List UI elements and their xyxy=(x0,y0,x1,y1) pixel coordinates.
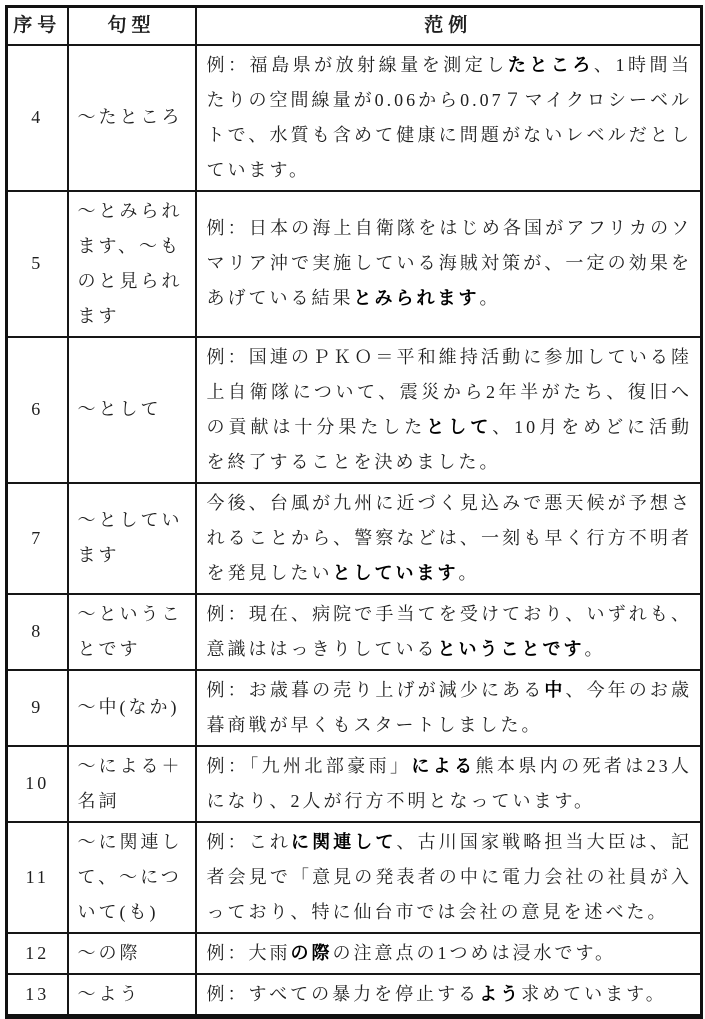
example-sentence xyxy=(196,191,702,337)
row-serial-number: 11 xyxy=(7,822,68,933)
sentence-pattern: ～として xyxy=(68,337,196,483)
example-text-segment: 例：福島県が放射線量を測定し xyxy=(206,54,508,75)
example-sentence xyxy=(196,974,702,1017)
row-serial-number: 5 xyxy=(7,191,68,337)
example-text-segment: 例：「九州北部豪雨」 xyxy=(206,755,412,776)
row-serial-number: 7 xyxy=(7,483,68,594)
example-sentence xyxy=(196,594,702,670)
table-row xyxy=(7,337,702,483)
example-text-segment: 例：大雨 xyxy=(206,942,291,963)
table-row xyxy=(7,670,702,746)
example-text-segment: 例：これ xyxy=(206,831,291,852)
sentence-pattern: ～としています xyxy=(68,483,196,594)
row-serial-number: 9 xyxy=(7,670,68,746)
row-serial-number: 8 xyxy=(7,594,68,670)
example-text-segment: 求めています。 xyxy=(521,983,667,1004)
row-serial-number: 4 xyxy=(7,45,68,191)
grammar-pattern-table xyxy=(5,5,703,1019)
example-text-segment: 、10月をめどに活動を終了することを決めました。 xyxy=(206,416,693,472)
example-text-segment: 例：お歳暮の売り上げが減少にある xyxy=(206,679,545,700)
table-row xyxy=(7,45,702,191)
table-row xyxy=(7,483,702,594)
sentence-pattern: ～による＋名詞 xyxy=(68,746,196,822)
example-sentence xyxy=(196,670,702,746)
sentence-pattern: ～の際 xyxy=(68,933,196,974)
example-text-segment: 熊本県内の死者は23人になり、2人が行方不明となっています。 xyxy=(206,755,693,811)
header-row xyxy=(7,7,702,45)
example-text-segment: 。 xyxy=(479,288,501,308)
header-example: 范例 xyxy=(196,7,702,45)
pattern-highlight: ということです xyxy=(437,638,585,659)
sentence-pattern: ～ということです xyxy=(68,594,196,670)
example-text-segment: 、古川国家戦略担当大臣は、記者会見で「意見の発表者の中に電力会社の社員が入っており、特に仙台市では会社の意見を述べた。 xyxy=(206,831,693,922)
example-text-segment: 。 xyxy=(584,638,606,659)
example-sentence xyxy=(196,483,702,594)
example-text-segment: 例：日本の海上自衛隊をはじめ各国がアフリカのソマリア沖で実施している海賊対策が、一定の効果をあげている結果 xyxy=(206,218,692,308)
example-text-segment: の注意点の1つめは浸水です。 xyxy=(332,942,617,963)
table-row xyxy=(7,974,702,1017)
pattern-highlight: よう xyxy=(479,983,522,1004)
pattern-highlight: とみられます xyxy=(353,288,480,308)
sentence-pattern: ～とみられます、～ものと見られます xyxy=(68,191,196,337)
table-row xyxy=(7,594,702,670)
header-serial-number: 序号 xyxy=(7,7,68,45)
pattern-highlight: 中 xyxy=(544,679,566,700)
row-serial-number: 13 xyxy=(7,974,68,1017)
pattern-highlight: に関連して xyxy=(290,831,397,852)
sentence-pattern: ～に関連して、～について(も) xyxy=(68,822,196,933)
example-text-segment: 、今年のお歳暮商戦が早くもスタートしました。 xyxy=(206,679,693,735)
example-text-segment: 、1時間当たりの空間線量が0.06から0.07７マイクロシーベルトで、水質も含めて健康に問題がないレベルだとしています。 xyxy=(206,54,693,180)
table-row xyxy=(7,822,702,933)
header-sentence-pattern: 句型 xyxy=(68,7,196,45)
example-sentence xyxy=(196,45,702,191)
row-serial-number: 12 xyxy=(7,933,68,974)
example-text-segment: 例：すべての暴力を停止する xyxy=(206,983,480,1004)
example-text-segment: 。 xyxy=(458,562,480,583)
pattern-highlight: としています xyxy=(332,562,459,583)
example-sentence xyxy=(196,933,702,974)
table-row xyxy=(7,746,702,822)
example-text-segment: 例：現在、病院で手当てを受けており、いずれも、意識ははっきりしている xyxy=(206,603,692,659)
sentence-pattern: ～よう xyxy=(68,974,196,1017)
example-sentence xyxy=(196,746,702,822)
pattern-highlight: の際 xyxy=(290,942,333,963)
table-row xyxy=(7,933,702,974)
row-serial-number: 10 xyxy=(7,746,68,822)
sentence-pattern: ～中(なか) xyxy=(68,670,196,746)
pattern-highlight: として xyxy=(426,416,493,437)
table-row xyxy=(7,191,702,337)
example-text-segment: 今後、台風が九州に近づく見込みで悪天候が予想されることから、警察などは、一刻も早く行方不明者を発見したい xyxy=(206,492,692,583)
pattern-highlight: たところ xyxy=(507,54,594,75)
example-sentence xyxy=(196,337,702,483)
example-text-segment: 例：国連のＰＫＯ＝平和維持活動に参加している陸上自衛隊について、震災から2年半がたち、復旧への貢献は十分果たした xyxy=(206,346,692,437)
pattern-highlight: による xyxy=(411,755,476,776)
example-sentence xyxy=(196,822,702,933)
row-serial-number: 6 xyxy=(7,337,68,483)
sentence-pattern: ～たところ xyxy=(68,45,196,191)
